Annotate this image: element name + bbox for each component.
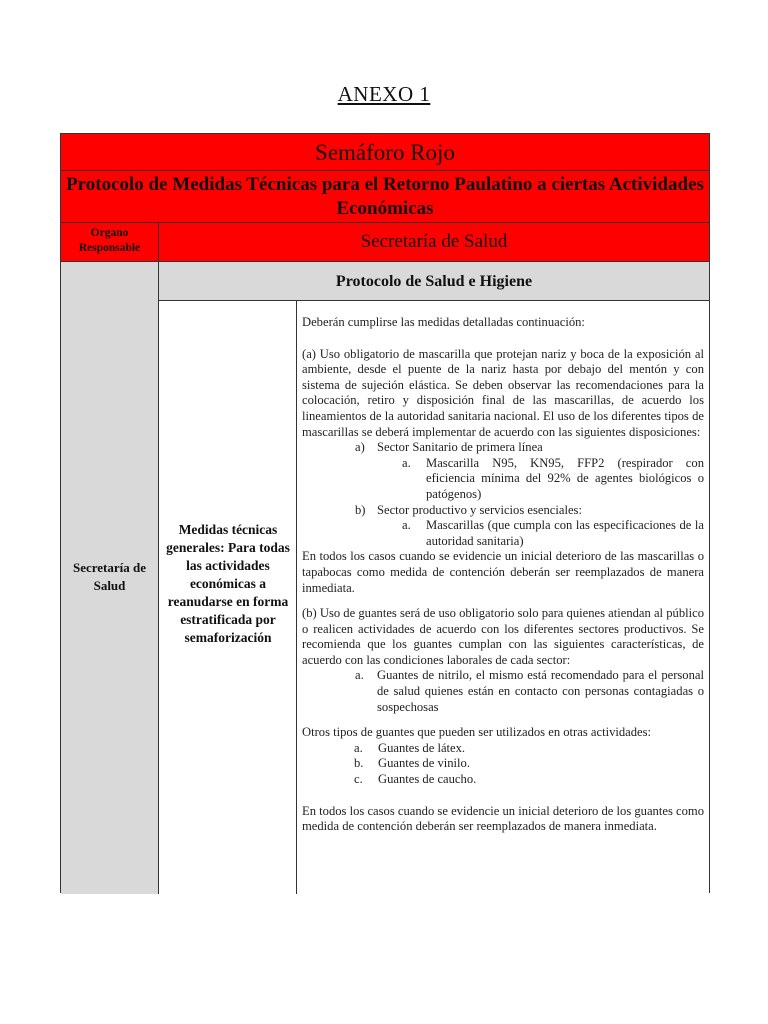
list-marker: a. xyxy=(402,455,411,470)
protocol-title: Protocolo de Medidas Técnicas para el Retorno Paulatino a ciertas Actividades Económicas xyxy=(61,171,709,223)
protocol-table xyxy=(60,133,710,893)
list-marker: a) xyxy=(355,440,365,455)
list-marker: b. xyxy=(354,756,364,771)
organo-row xyxy=(61,223,709,262)
list-item xyxy=(302,456,704,503)
list-item-text: Guantes de nitrilo, el mismo está recomendado para el personal de salud quienes están en contacto con personas contagiadas o sospechosas xyxy=(377,668,704,714)
semaforo-title: Semáforo Rojo xyxy=(61,134,709,171)
mask-closing: En todos los casos cuando se evidencie un inicial deterioro de las mascarillas o tapabocas como medida de contención deberán ser reemplazados de manera inmediata. xyxy=(302,549,704,595)
list-item xyxy=(302,503,704,519)
list-marker: c. xyxy=(354,772,363,787)
organo-value: Secretaría de Salud xyxy=(360,231,508,252)
list-item-text: Guantes de vinilo. xyxy=(378,756,470,771)
list-item xyxy=(302,741,704,757)
gloves-closing: En todos los casos cuando se evidencie un inicial deterioro de los guantes como medida de contención deberán ser reemplazados de manera inmediata. xyxy=(302,803,704,834)
list-item-text: Sector Sanitario de primera línea xyxy=(377,440,543,455)
other-gloves-intro: Otros tipos de guantes que pueden ser utilizados en otras actividades: xyxy=(302,725,652,740)
organo-label: Organo Responsable xyxy=(61,223,159,261)
list-marker: b) xyxy=(355,502,366,517)
gloves-paragraph: (b) Uso de guantes será de uso obligatorio solo para quienes atiendan al público o realicen actividades de acuerdo con los diferentes sectores productivos. Se recomienda que los guantes cumplan con las siguientes características, de acuerdo con las condiciones laborales de cada sector: xyxy=(302,606,704,667)
list-item xyxy=(302,440,704,456)
section-header: Protocolo de Salud e Higiene xyxy=(159,262,709,301)
responsible-label: Secretaría de Salud xyxy=(72,560,147,593)
list-item-text: Mascarilla N95, KN95, FFP2 (respirador con eficiencia mínima del 92% de agentes biológicos o patógenos) xyxy=(426,455,704,501)
list-item-text: Guantes de caucho. xyxy=(378,772,477,787)
list-item-text: Guantes de látex. xyxy=(378,740,466,755)
responsible-cell xyxy=(61,262,159,894)
measures-label: Medidas técnicas generales: Para todas las actividades económicas a reanudarse en forma estratificada por semaforización xyxy=(166,522,290,645)
list-item-text: Mascarillas (que cumpla con las especificaciones de la autoridad sanitaria) xyxy=(426,518,704,548)
mask-paragraph: (a) Uso obligatorio de mascarilla que protejan nariz y boca de la exposición al ambiente, desde el puente de la nariz hasta por debajo del mentón y con sistema de sujeción elástica. Se deben observar las recomendaciones para la colocación, retiro y disposición final de las mascarillas, de acuerdo los lineamientos de la autoridad sanitaria nacional. El uso de los diferentes tipos de mascarillas se deberá implementar de acuerdo con las siguientes disposiciones: xyxy=(302,346,704,439)
measures-cell xyxy=(159,301,297,894)
measures-content xyxy=(298,301,709,894)
list-marker: a. xyxy=(354,740,363,755)
list-marker: a. xyxy=(355,668,364,683)
list-item-text: Sector productivo y servicios esenciales: xyxy=(377,502,582,517)
list-item xyxy=(302,518,704,549)
list-marker: a. xyxy=(402,518,411,533)
list-item xyxy=(302,668,704,715)
annex-title: ANEXO 1 xyxy=(337,82,431,106)
list-item xyxy=(302,756,704,772)
list-item xyxy=(302,772,704,788)
intro-text: Deberán cumplirse las medidas detalladas continuación: xyxy=(302,315,585,329)
